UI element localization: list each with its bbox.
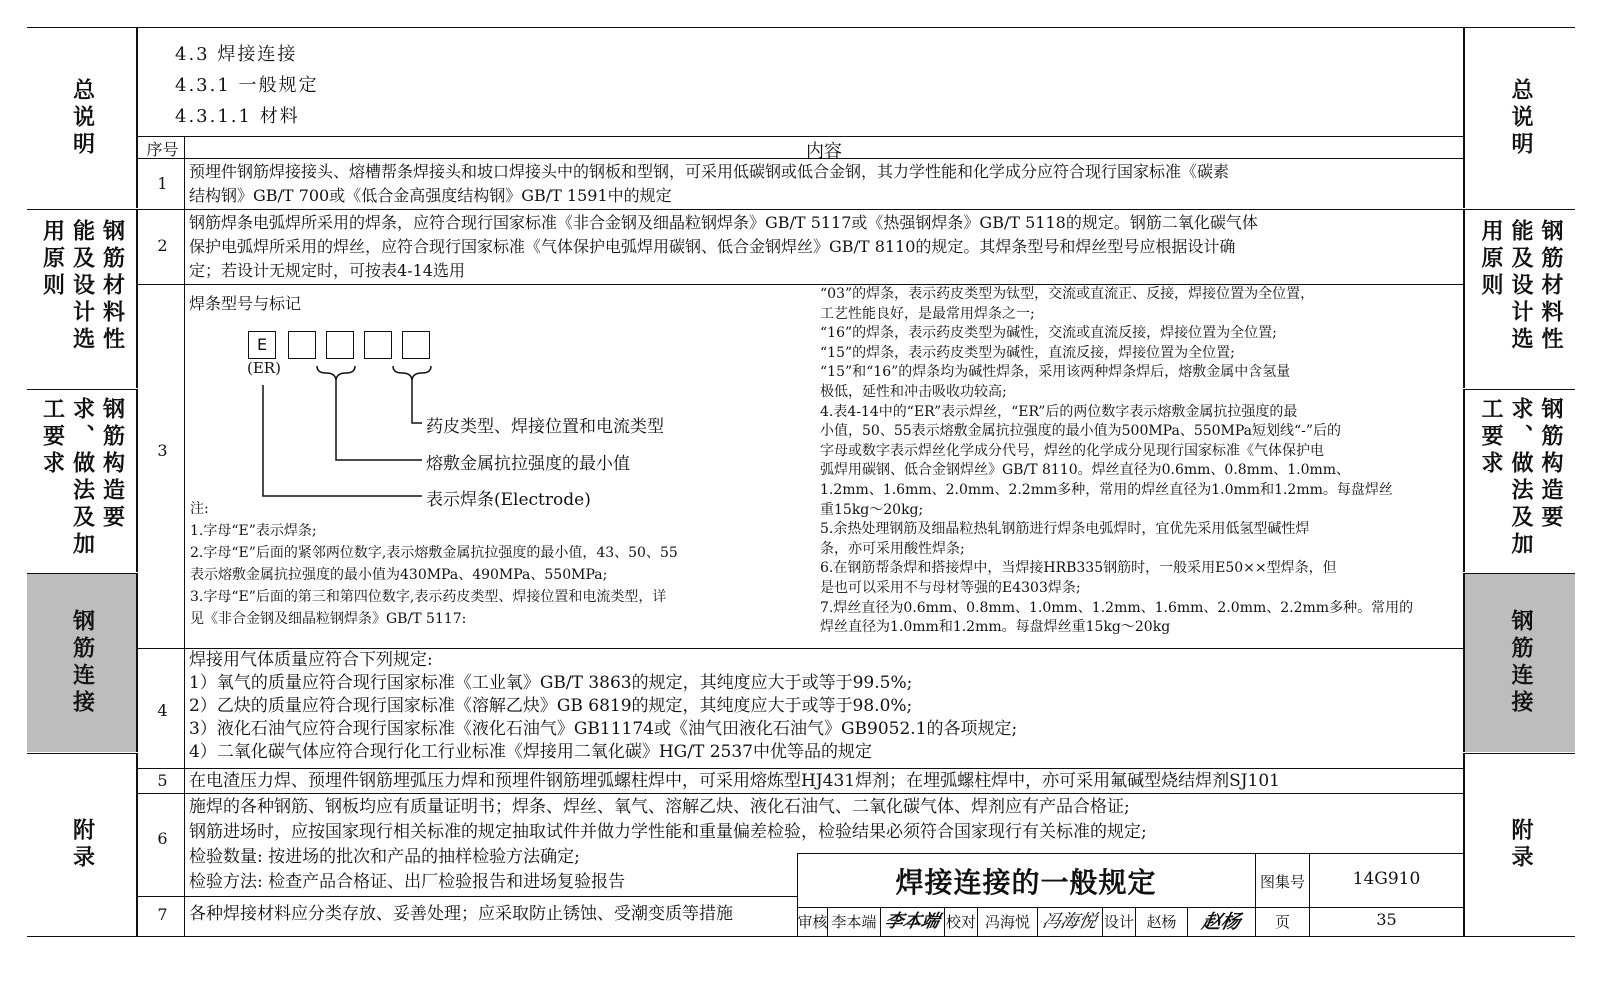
note-line: 重15kg～20kg; — [820, 501, 924, 518]
table-row — [189, 160, 1459, 208]
note-line: 5.余热处理钢筋及细晶粒热轧钢筋进行焊条电弧焊时，宜优先采用低氢型碱性焊 — [820, 521, 1310, 538]
note-line: 6.在钢筋帮条焊和搭接焊中，当焊接HRB335钢筋时，一般采用E50××型焊条，但 — [820, 560, 1337, 577]
row-text-line: 钢筋进场时，应按国家现行相关标准的规定抽取试件并做力学性能和重量偏差检验，检验结果必须符合国家现行有关标准的规定; — [189, 822, 1147, 842]
section-tab-connection-right[interactable] — [1463, 574, 1575, 752]
note-line: 极低，延性和冲击吸收功较高; — [820, 383, 1007, 400]
table-row — [189, 211, 1459, 283]
table-row — [189, 769, 1459, 793]
section-tab-label: 钢筋构造要求、做法及加工要求 — [1478, 397, 1563, 559]
note-line: 4.表4-14中的“ER”表示焊丝，“ER”后的两位数字表示熔敷金属抗拉强度的最 — [820, 403, 1298, 420]
row-number: 7 — [157, 905, 168, 924]
atlas-number: 14G910 — [1352, 869, 1421, 889]
er-label: (ER) — [247, 359, 281, 377]
note-line: “15”和“16”的焊条均为碱性焊条，采用该两种焊条焊后，熔敷金属中含氢量 — [820, 364, 1291, 381]
notes-block — [190, 498, 800, 630]
note-line: 1.2mm、1.6mm、2.0mm、2.2mm多种，常用的焊丝直径为1.0mm和1.2mm。每盘焊丝 — [820, 481, 1393, 498]
check-label: 校对 — [945, 913, 976, 931]
note-line: 小值，50、55表示熔敷金属抗拉强度的最小值为500MPa、550MPa短划线“-”后的 — [820, 423, 1342, 440]
section-heading: 4.3 焊接连接 — [175, 44, 298, 65]
row-text-line: 预埋件钢筋焊接接头、熔槽帮条焊接头和坡口焊接头中的钢板和型钢，可采用低碳钢或低合金钢，其力学性能和化学成分应符合现行国家标准《碳素 — [189, 162, 1230, 181]
note-line: “03”的焊条，表示药皮类型为钛型，交流或直流正、反接，焊接位置为全位置， — [820, 286, 1315, 302]
checker-name: 冯海悦 — [984, 913, 1030, 931]
note-line: 焊丝直径为1.0mm和1.2mm。每盘焊丝重15kg～20kg — [820, 619, 1171, 636]
section-tab-label: 钢筋连接 — [69, 609, 95, 717]
row-text-line: 在电渣压力焊、预埋件钢筋埋弧压力焊和预埋件钢筋埋弧螺柱焊中，可采用熔炼型HJ431焊剂；在埋弧螺柱焊中，亦可采用氟碱型烧结焊剂SJ101 — [189, 771, 1280, 791]
row-text-line: 保护电弧焊所采用的焊丝，应符合现行国家标准《气体保护电弧焊用碳钢、低合金钢焊丝》GB/T 8110的规定。其焊条型号和焊丝型号应根据设计确 — [189, 237, 1236, 256]
label-min-tensile: 熔敷金属抗拉强度的最小值 — [426, 454, 630, 474]
note-line: 见《非合金钢及细晶粒钢焊条》GB/T 5117: — [190, 611, 467, 627]
page-label: 页 — [1274, 913, 1290, 931]
section-tab-label: 附录 — [69, 818, 95, 872]
note-line: 弧焊用碳钢、低合金钢焊丝》GB/T 8110。焊丝直径为0.6mm、0.8mm、1.0mm、 — [820, 462, 1351, 479]
section-tab-appendix[interactable] — [27, 754, 138, 936]
section-tab-detailing[interactable] — [27, 390, 138, 572]
row-text-line: 1）氧气的质量应符合现行国家标准《工业氧》GB/T 3863的规定，其纯度应大于或等于99.5%; — [189, 673, 913, 693]
section-tab-appendix-right[interactable] — [1463, 754, 1575, 936]
atlas-label: 图集号 — [1259, 873, 1305, 891]
row-text-line: 2）乙炔的质量应符合现行国家标准《溶解乙炔》GB 6819的规定，其纯度应大于或等于98.0%; — [189, 696, 913, 716]
designation-box-e: E — [248, 331, 276, 359]
section-tab-general[interactable] — [27, 28, 138, 208]
row-text-line: 4）二氧化碳气体应符合现行化工行业标准《焊接用二氧化碳》HG/T 2537中优等品的规定 — [189, 742, 872, 762]
row-text-line: 定；若设计无规定时，可按表4-14选用 — [189, 261, 465, 280]
diagram-title: 焊条型号与标记 — [189, 294, 302, 313]
review-label: 审核 — [797, 913, 828, 931]
note-line: 7.焊丝直径为0.6mm、0.8mm、1.0mm、1.2mm、1.6mm、2.0mm、2.2mm多种。常用的 — [820, 599, 1414, 616]
subsubsection-heading: 4.3.1.1 材料 — [175, 106, 300, 127]
row-number: 5 — [157, 771, 168, 790]
row-number: 3 — [157, 441, 168, 460]
row-text-line: 3）液化石油气应符合现行国家标准《液化石油气》GB11174或《油气田液化石油气》GB9052.1的各项规定; — [189, 719, 1018, 739]
note-line: 1.字母“E”表示焊条; — [190, 523, 317, 539]
design-label: 设计 — [1103, 913, 1134, 931]
row-number: 6 — [157, 829, 168, 848]
notes-right-block — [820, 285, 1460, 638]
section-tab-label: 钢筋材料性能及设计选用原则 — [1478, 219, 1563, 354]
row-number: 2 — [157, 236, 168, 255]
section-tab-connection[interactable] — [27, 574, 138, 752]
section-tab-label: 总说明 — [69, 77, 95, 159]
table-row — [189, 649, 1459, 764]
subsection-heading: 4.3.1 一般规定 — [175, 75, 319, 96]
row-number: 4 — [157, 701, 168, 720]
section-tab-label: 钢筋连接 — [1508, 609, 1533, 717]
reviewer-signature: 李本端 — [882, 911, 942, 932]
section-tab-label: 总说明 — [1508, 77, 1533, 159]
row-number: 1 — [157, 174, 168, 193]
table-row — [189, 902, 797, 926]
note-line: “15”的焊条，表示药皮类型为碱性，直流反接，焊接位置为全位置; — [820, 344, 1235, 361]
section-tab-general-right[interactable] — [1463, 28, 1575, 208]
note-line: 工艺性能良好，是最常用焊条之一; — [820, 305, 1035, 322]
note-line: 是也可以采用不与母材等强的E4303焊条; — [820, 579, 1081, 596]
section-tab-materials-right[interactable] — [1463, 210, 1575, 388]
row-text-line: 检验数量: 按进场的批次和产品的抽样检验方法确定; — [189, 847, 580, 867]
designer-signature: 赵杨 — [1199, 911, 1243, 933]
column-header-seq: 序号 — [146, 140, 179, 159]
column-header-content: 内容 — [806, 141, 842, 162]
note-line: 表示熔敷金属抗拉强度的最小值为430MPa、490MPa、550MPa; — [190, 567, 608, 583]
row-text-line: 焊接用气体质量应符合下列规定: — [189, 650, 433, 670]
note-line: 3.字母“E”后面的第三和第四位数字,表示药皮类型、焊接位置和电流类型，详 — [190, 589, 667, 605]
section-tab-detailing-right[interactable] — [1463, 390, 1575, 572]
note-line: 字母或数字表示焊丝化学成分代号，焊丝的化学成分见现行国家标准《气体保护电 — [820, 442, 1324, 459]
label-coating-type: 药皮类型、焊接位置和电流类型 — [426, 417, 664, 437]
note-line: 条，亦可采用酸性焊条; — [820, 540, 965, 557]
row-text-line: 施焊的各种钢筋、钢板均应有质量证明书；焊条、焊丝、氧气、溶解乙炔、液化石油气、二氧化碳气体、焊剂应有产品合格证; — [189, 797, 1130, 817]
section-tab-label: 钢筋构造要求、做法及加工要求 — [39, 397, 125, 559]
row-text-line: 检验方法: 检查产品合格证、出厂检验报告和进场复验报告 — [189, 872, 626, 892]
row-text-line: 各种焊接材料应分类存放、妥善处理；应采取防止锈蚀、受潮变质等措施 — [189, 904, 733, 924]
reviewer-name: 李本端 — [831, 913, 877, 931]
row-text-line: 结构钢》GB/T 700或《低合金高强度结构钢》GB/T 1591中的规定 — [189, 186, 672, 205]
drawing-title: 焊接连接的一般规定 — [895, 866, 1157, 899]
note-line: 2.字母“E”后面的紧邻两位数字,表示熔敷金属抗拉强度的最小值，43、50、55 — [190, 545, 678, 561]
section-tab-materials[interactable] — [27, 210, 138, 388]
note-line: 注: — [190, 501, 209, 517]
label-electrode: 表示焊条(Electrode) — [426, 490, 591, 510]
row-text-line: 钢筋焊条电弧焊所采用的焊条，应符合现行国家标准《非合金钢及细晶粒钢焊条》GB/T 5117或《热强钢焊条》GB/T 5118的规定。钢筋二氧化碳气体 — [189, 213, 1258, 232]
designer-name: 赵杨 — [1146, 913, 1177, 931]
checker-signature: 冯海悦 — [1040, 911, 1099, 932]
section-tab-label: 附录 — [1508, 818, 1533, 872]
page-number: 35 — [1376, 910, 1397, 929]
note-line: “16”的焊条，表示药皮类型为碱性，交流或直流反接，焊接位置为全位置; — [820, 325, 1277, 342]
section-tab-label: 钢筋材料性能及设计选用原则 — [39, 219, 125, 354]
